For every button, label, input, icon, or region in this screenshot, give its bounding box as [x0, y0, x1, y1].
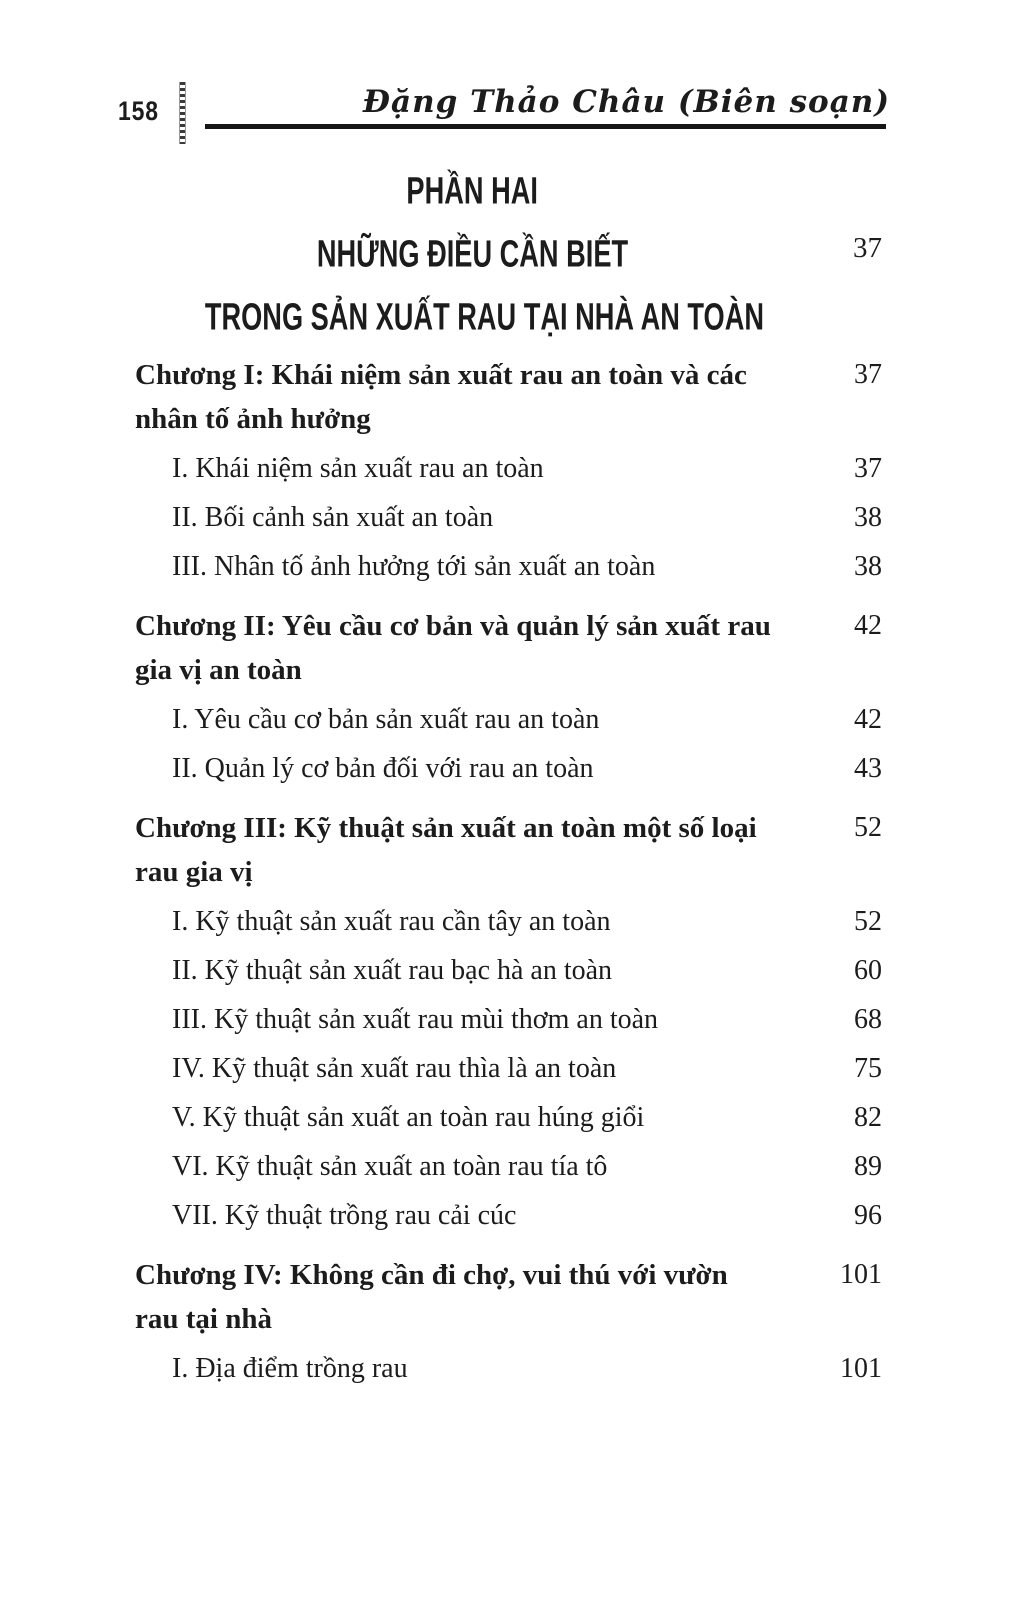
toc-entry-title: IV. Kỹ thuật sản xuất rau thìa là an toàn: [172, 1053, 617, 1084]
toc-sub-row: [135, 747, 882, 791]
toc-entry-page-number: 38: [854, 551, 882, 582]
toc-entry-title: VII. Kỹ thuật trồng rau cải cúc: [172, 1200, 517, 1231]
ornament-chain-divider: [179, 82, 186, 144]
toc-entry-title: III. Kỹ thuật sản xuất rau mùi thơm an toàn: [172, 1004, 659, 1035]
header-rule: [205, 124, 886, 129]
toc-entry-page-number: 52: [854, 812, 882, 843]
toc-sub-row: [135, 698, 882, 742]
toc-sub-row: [135, 998, 882, 1042]
toc-list: [135, 338, 882, 1396]
toc-entry-page-number: 43: [854, 753, 882, 784]
toc-entry-page-number: 75: [854, 1053, 882, 1084]
toc-entry-title: Chương IV: Không cần đi chợ, vui thú với vườn rau tại nhà: [135, 1259, 728, 1335]
toc-entry-page-number: 60: [854, 955, 882, 986]
toc-chapter-row: [135, 353, 882, 441]
toc-entry-page-number: 96: [854, 1200, 882, 1231]
toc-entry-page-number: 38: [854, 502, 882, 533]
toc-entry-page-number: 101: [840, 1259, 882, 1290]
toc-chapter-row: [135, 1253, 882, 1341]
toc-chapter-row: [135, 806, 882, 894]
toc-entry-title: III. Nhân tố ảnh hưởng tới sản xuất an toàn: [172, 551, 656, 582]
toc-entry-page-number: 37: [854, 453, 882, 484]
section-title-line-2: NHỮNG ĐIỀU CẦN BIẾT: [316, 232, 629, 276]
section-page-number: 37: [853, 232, 882, 264]
toc-sub-row: [135, 949, 882, 993]
toc-entry-page-number: 68: [854, 1004, 882, 1035]
toc-entry-title: Chương III: Kỹ thuật sản xuất an toàn một số loại rau gia vị: [135, 812, 757, 888]
toc-entry-page-number: 82: [854, 1102, 882, 1133]
toc-entry-title: Chương II: Yêu cầu cơ bản và quản lý sản xuất rau gia vị an toàn: [135, 610, 771, 686]
toc-entry-title: Chương I: Khái niệm sản xuất rau an toàn và các nhân tố ảnh hưởng: [135, 359, 747, 435]
toc-entry-title: I. Khái niệm sản xuất rau an toàn: [172, 453, 544, 484]
toc-chapter-row: [135, 604, 882, 692]
toc-entry-title: II. Kỹ thuật sản xuất rau bạc hà an toàn: [172, 955, 613, 986]
toc-sub-row: [135, 1145, 882, 1189]
section-title-block: [135, 163, 810, 352]
toc-entry-title: VI. Kỹ thuật sản xuất an toàn rau tía tô: [172, 1151, 608, 1182]
toc-entry-title: I. Kỹ thuật sản xuất rau cần tây an toàn: [172, 906, 611, 937]
toc-entry-title: I. Yêu cầu cơ bản sản xuất rau an toàn: [172, 704, 600, 735]
toc-entry-page-number: 101: [840, 1353, 882, 1384]
section-title-line-3: TRONG SẢN XUẤT RAU TẠI NHÀ AN TOÀN: [204, 295, 765, 339]
running-header-author: Đặng Thảo Châu (Biên soạn): [362, 84, 890, 120]
toc-entry-page-number: 42: [854, 704, 882, 735]
toc-sub-row: [135, 1194, 882, 1238]
toc-sub-row: [135, 1047, 882, 1091]
toc-entry-title: II. Quản lý cơ bản đối với rau an toàn: [172, 753, 594, 784]
toc-entry-page-number: 37: [854, 359, 882, 390]
toc-entry-page-number: 52: [854, 906, 882, 937]
toc-sub-row: [135, 447, 882, 491]
toc-entry-page-number: 89: [854, 1151, 882, 1182]
toc-entry-title: V. Kỹ thuật sản xuất an toàn rau húng giổi: [172, 1102, 645, 1133]
toc-sub-row: [135, 900, 882, 944]
toc-sub-row: [135, 1347, 882, 1391]
toc-entry-title: I. Địa điểm trồng rau: [172, 1353, 408, 1384]
toc-sub-row: [135, 496, 882, 540]
toc-entry-page-number: 42: [854, 610, 882, 641]
toc-sub-row: [135, 545, 882, 589]
page-number: 158: [118, 96, 159, 126]
section-title-line-1: PHẦN HAI: [406, 169, 539, 213]
toc-sub-row: [135, 1096, 882, 1140]
toc-entry-title: II. Bối cảnh sản xuất an toàn: [172, 502, 494, 533]
